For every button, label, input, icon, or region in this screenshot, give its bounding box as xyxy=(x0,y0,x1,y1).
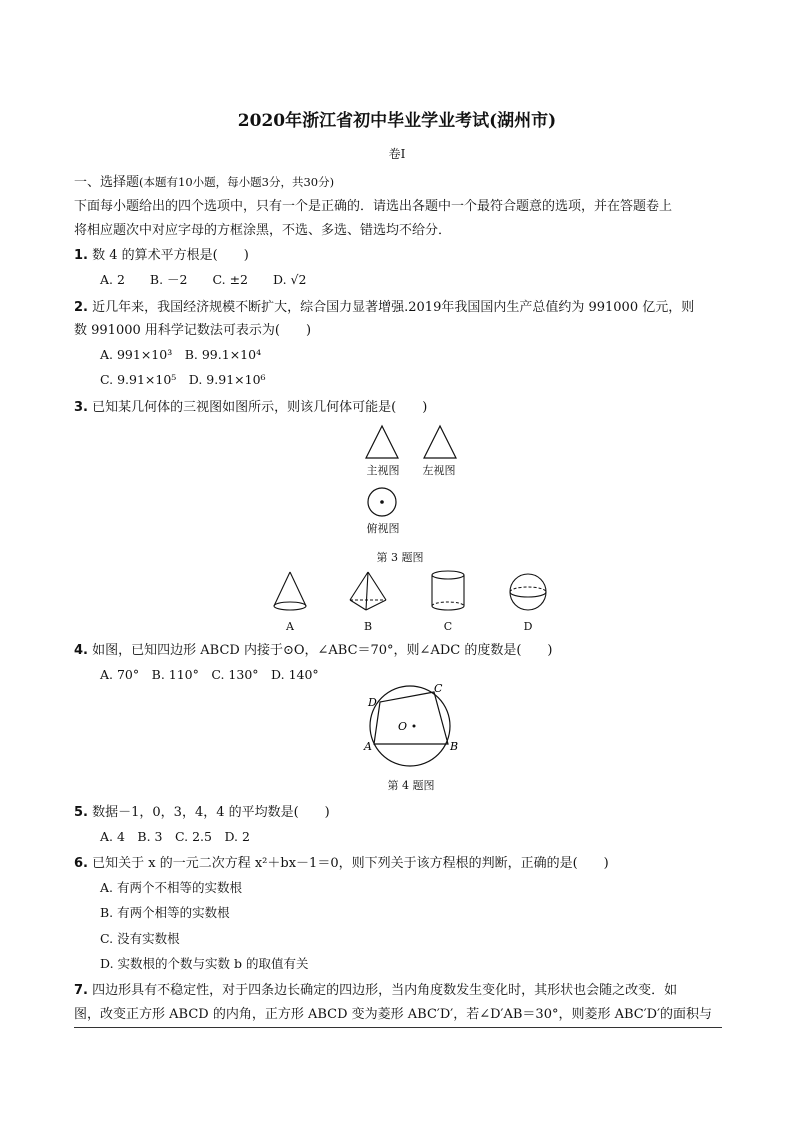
figure-4-caption: 第 4 题图 xyxy=(387,779,435,792)
front-view-label: 主视图 xyxy=(366,464,400,477)
question-stem: 如图，已知四边形 ABCD 内接于⊙O，∠ABC＝70°，则∠ADC 的度数是( ) xyxy=(92,643,553,658)
point-label-o: O xyxy=(398,720,408,733)
top-view-center-dot xyxy=(380,500,384,504)
center-point xyxy=(413,725,416,728)
choice-label-d: D xyxy=(523,620,533,633)
question-6-option-a: A. 有两个不相等的实数根 xyxy=(100,880,242,895)
left-view-triangle xyxy=(424,426,456,458)
circle-o xyxy=(370,686,450,766)
choice-label-c: C xyxy=(443,620,453,633)
choice-label-a: A xyxy=(286,620,294,633)
question-stem: 数 4 的算术平方根是( ) xyxy=(92,248,249,263)
sphere-shape xyxy=(510,574,546,610)
question-number: 4. xyxy=(74,643,88,658)
question-number: 3. xyxy=(74,400,88,415)
section-heading xyxy=(74,171,334,190)
question-4-options: A. 70° B. 110° C. 130° D. 140° xyxy=(100,667,319,682)
left-view-label: 左视图 xyxy=(422,464,456,477)
question-1-options: A. 2 B. －2 C. ±2 D. √2 xyxy=(100,272,307,287)
question-number: 2. xyxy=(74,300,88,315)
q3-solids xyxy=(262,568,562,618)
question-stem: 已知关于 x 的一元二次方程 x²＋bx－1＝0，则下列关于该方程根的判断，正确的是( ) xyxy=(92,856,609,871)
point-label-c: C xyxy=(434,682,443,695)
pyramid-shape xyxy=(350,572,386,610)
question-6-option-c: C. 没有实数根 xyxy=(100,931,180,946)
volume-label: 卷Ⅰ xyxy=(388,147,406,161)
question-3 xyxy=(74,396,427,415)
question-stem: 近几年来，我国经济规模不断扩大，综合国力显著增强.2019年我国国内生产总值约为 991000 亿元，则 xyxy=(92,300,695,315)
question-4 xyxy=(74,639,552,658)
question-1 xyxy=(74,244,249,263)
question-number: 5. xyxy=(74,805,88,820)
question-7-stem-cont: 图，改变正方形 ABCD 的内角，正方形 ABCD 变为菱形 ABC′D′，若∠D′AB＝30°，则菱形 ABC′D′的面积与 xyxy=(74,1007,713,1022)
bottom-divider xyxy=(74,1027,722,1028)
instruction-line-2: 将相应题次中对应字母的方框涂黑，不选、多选、错选均不给分． xyxy=(74,223,452,238)
point-label-a: A xyxy=(364,740,372,753)
choice-label-b: B xyxy=(363,620,373,633)
question-6 xyxy=(74,852,609,871)
question-6-option-d: D. 实数根的个数与实数 b 的取值有关 xyxy=(100,956,309,971)
point-label-d: D xyxy=(368,696,377,709)
q4-circle-figure xyxy=(352,680,472,770)
question-stem: 已知某几何体的三视图如图所示，则该几何体可能是( ) xyxy=(92,400,428,415)
question-stem: 四边形具有不稳定性，对于四条边长确定的四边形，当内角度数发生变化时，其形状也会随之改变．如 xyxy=(92,983,678,998)
question-5-options: A. 4 B. 3 C. 2.5 D. 2 xyxy=(100,829,250,844)
question-2-options-1: A. 991×10³ B. 99.1×10⁴ xyxy=(100,347,262,362)
front-view-triangle xyxy=(366,426,398,458)
question-number: 7. xyxy=(74,983,88,998)
section-title: 一、选择题 xyxy=(74,175,140,190)
question-number: 6. xyxy=(74,856,88,871)
cylinder-shape xyxy=(432,571,464,610)
top-view-label: 俯视图 xyxy=(366,522,400,535)
quadrilateral-abcd xyxy=(374,692,448,744)
instruction-line-1: 下面每小题给出的四个选项中，只有一个是正确的．请选出各题中一个最符合题意的选项，并在答题卷上 xyxy=(74,199,673,214)
question-2-options-2: C. 9.91×10⁵ D. 9.91×10⁶ xyxy=(100,372,266,387)
section-note: (本题有10小题，每小题3分，共30分) xyxy=(139,175,335,189)
question-stem: 数据－1，0，3，4，4 的平均数是( ) xyxy=(92,805,330,820)
figure-3-caption: 第 3 题图 xyxy=(376,551,424,564)
question-2 xyxy=(74,296,694,315)
question-2-stem-cont: 数 991000 用科学记数法可表示为( ) xyxy=(74,323,312,338)
question-5 xyxy=(74,801,330,820)
top-view-figure xyxy=(362,484,402,520)
cone-shape xyxy=(274,572,306,610)
question-7 xyxy=(74,979,677,998)
question-6-option-b: B. 有两个相等的实数根 xyxy=(100,905,230,920)
point-label-b: B xyxy=(450,740,459,753)
page-title: 2020年浙江省初中毕业学业考试(湖州市) xyxy=(237,111,557,131)
question-number: 1. xyxy=(74,248,88,263)
